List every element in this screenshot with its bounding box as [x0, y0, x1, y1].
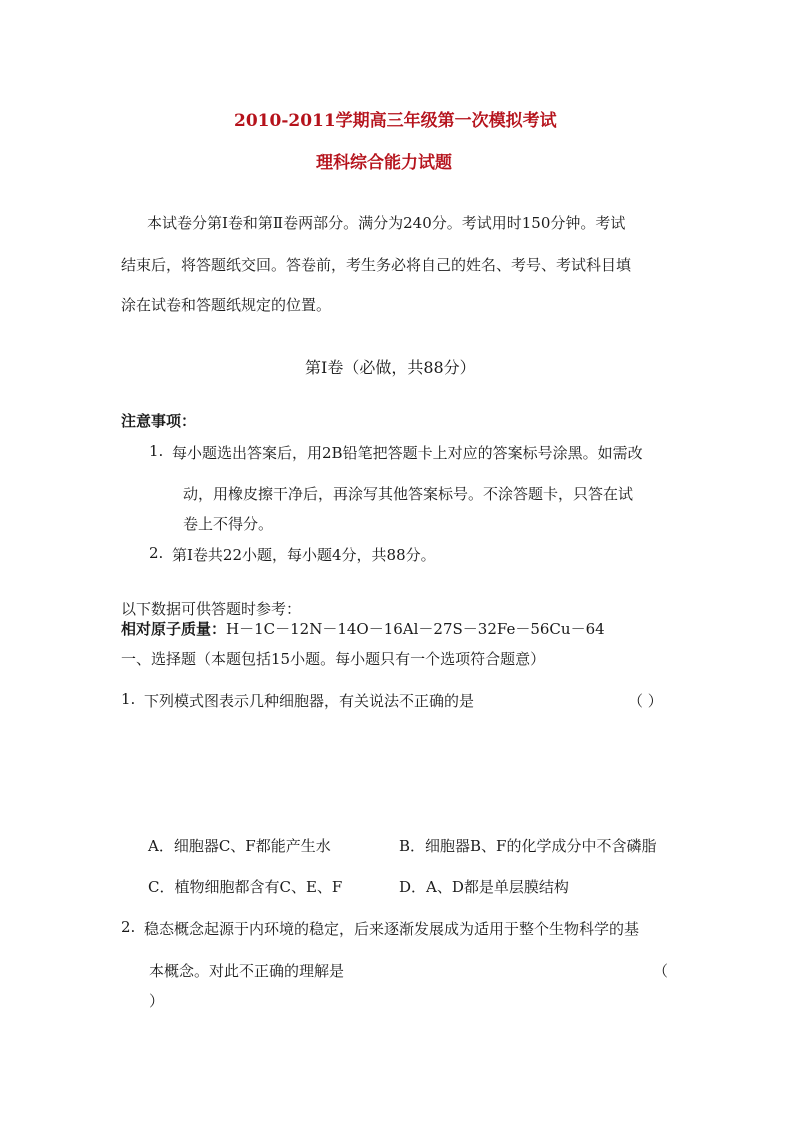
note-1-line-3: 卷上不得分。 [183, 515, 274, 533]
question-2-paren-open: （ [653, 962, 669, 980]
note-2-number: 2. [149, 544, 164, 562]
intro-line-1: 本试卷分第Ⅰ卷和第Ⅱ卷两部分。满分为240分。考试用时150分钟。考试 [147, 214, 626, 232]
atomic-mass-label: 相对原子质量： [121, 620, 227, 638]
note-1-number: 1. [149, 442, 164, 460]
intro-line-2: 结束后，将答题纸交回。答卷前，考生务必将自己的姓名、考号、考试科目填 [121, 256, 632, 274]
question-2-paren-close: ） [149, 992, 165, 1010]
atomic-mass-values: H－1C－12N－14O－16Al－27S－32Fe－56Cu－64 [226, 620, 605, 638]
question-1-stem: 下列模式图表示几种细胞器，有关说法不正确的是 [144, 692, 475, 710]
note-1-line-1: 每小题选出答案后，用2B铅笔把答题卡上对应的答案标号涂黑。如需改 [172, 444, 643, 462]
intro-line-3: 涂在试卷和答题纸规定的位置。 [121, 296, 332, 314]
question-1-option-a: A．细胞器C、F都能产生水 [148, 837, 331, 855]
exam-subtitle: 理科综合能力试题 [316, 153, 452, 173]
notes-heading: 注意事项： [121, 412, 197, 430]
part-heading: 一、选择题（本题包括15小题。每小题只有一个选项符合题意） [121, 650, 546, 668]
note-2-text: 第Ⅰ卷共22小题，每小题4分，共88分。 [172, 546, 436, 564]
note-1-line-2: 动，用橡皮擦干净后，再涂写其他答案标号。不涂答题卡，只答在试 [183, 485, 634, 503]
question-1-option-b: B．细胞器B、F的化学成分中不含磷脂 [399, 837, 657, 855]
question-2-number: 2. [121, 918, 136, 936]
question-1-answer-paren: （ ） [628, 692, 663, 710]
question-2-stem-line-1: 稳态概念起源于内环境的稳定，后来逐渐发展成为适用于整个生物科学的基 [144, 920, 640, 938]
question-1-option-c: C．植物细胞都含有C、E、F [148, 878, 343, 896]
section-heading: 第Ⅰ卷（必做，共88分） [305, 358, 476, 377]
question-2-stem-line-2: 本概念。对此不正确的理解是 [149, 962, 345, 980]
atomic-mass-line [121, 618, 605, 639]
question-1-option-d: D．A、D都是单层膜结构 [399, 878, 569, 896]
exam-title: 2010-2011学期高三年级第一次模拟考试 [234, 111, 557, 131]
reference-intro: 以下数据可供答题时参考： [121, 600, 302, 618]
question-1-number: 1. [121, 690, 136, 708]
